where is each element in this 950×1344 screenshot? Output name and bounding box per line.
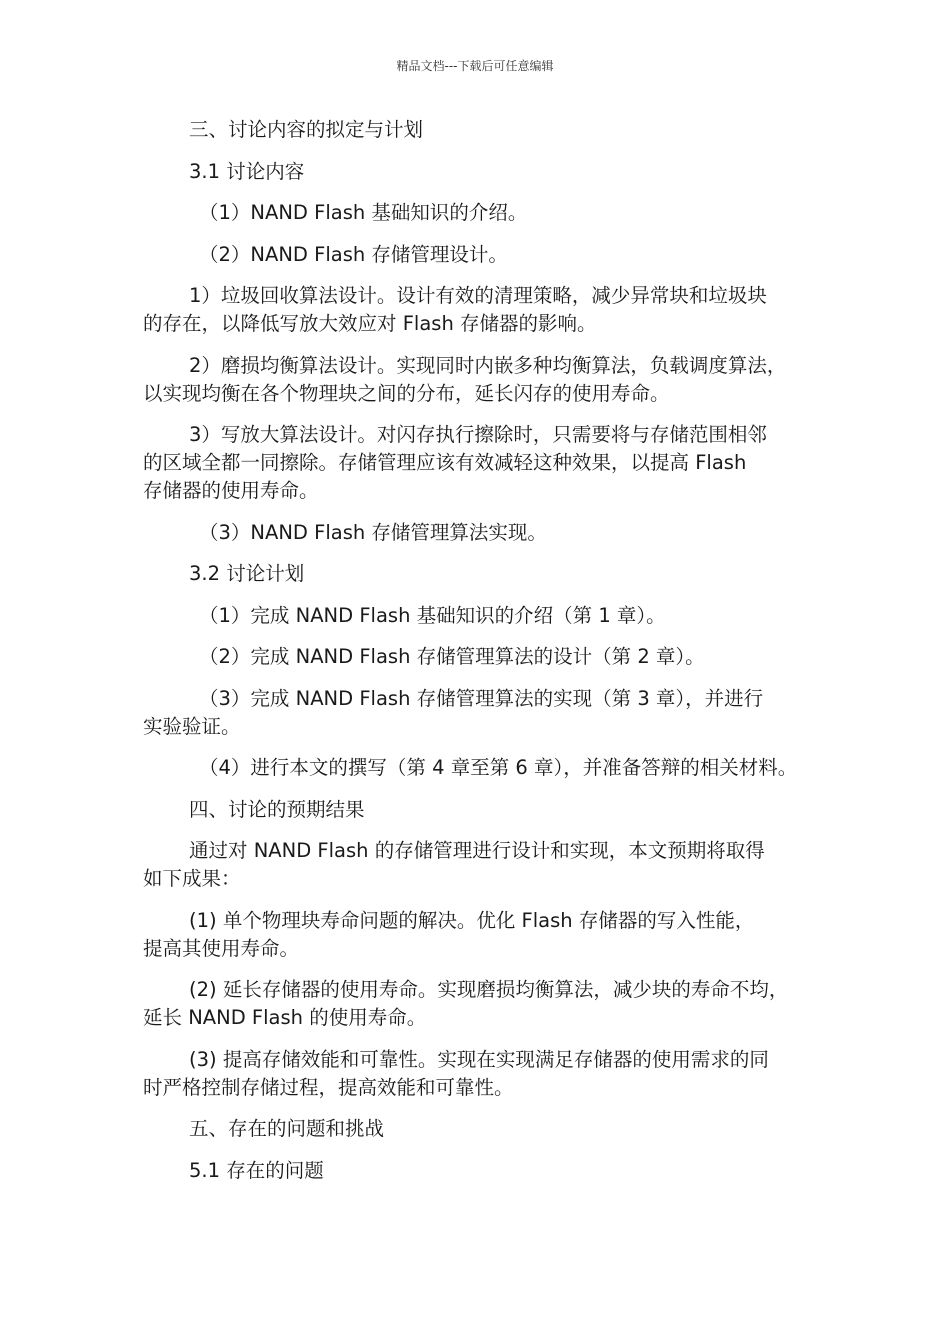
paragraph-line: 的区域全都一同擦除。存储管理应该有效减轻这种效果，以提高 Flash — [143, 451, 747, 474]
paragraph-line: 存储器的使用寿命。 — [143, 479, 319, 502]
paragraph-garbage-collection — [143, 282, 823, 338]
paragraph-line: (1) 单个物理块寿命问题的解决。优化 Flash 存储器的写入性能， — [189, 908, 755, 932]
result-item-1 — [143, 907, 823, 963]
plan-item-2: （2）完成 NAND Flash 存储管理算法的设计（第 2 章）。 — [199, 645, 705, 668]
plan-item-4: （4）进行本文的撰写（第 4 章至第 6 章），并准备答辩的相关材料。 — [199, 756, 798, 779]
plan-item-3 — [143, 685, 823, 741]
section-3-2-heading: 3.2 讨论计划 — [189, 562, 305, 585]
paragraph-line: 通过对 NAND Flash 的存储管理进行设计和实现，本文预期将取得 — [189, 839, 765, 862]
paragraph-line: 以实现均衡在各个物理块之间的分布，延长闪存的使用寿命。 — [143, 381, 670, 405]
section-5-heading: 五、存在的问题和挑战 — [189, 1117, 385, 1140]
paragraph-expected-intro — [143, 837, 823, 893]
document-body — [143, 116, 823, 1198]
section-3-heading: 三、讨论内容的拟定与计划 — [189, 118, 424, 141]
paragraph-wear-leveling — [143, 352, 823, 408]
content-item-2: （2）NAND Flash 存储管理设计。 — [199, 242, 508, 266]
page-header: 精品文档---下载后可任意编辑 — [396, 59, 554, 73]
paragraph-line: 1）垃圾回收算法设计。设计有效的清理策略，减少异常块和垃圾块 — [189, 284, 767, 307]
paragraph-line: 时严格控制存储过程，提高效能和可靠性。 — [143, 1075, 514, 1099]
result-item-3 — [143, 1046, 823, 1102]
paragraph-line: 的存在，以降低写放大效应对 Flash 存储器的影响。 — [143, 312, 597, 335]
content-item-1: （1）NAND Flash 基础知识的介绍。 — [199, 201, 528, 224]
paragraph-write-amplification — [143, 421, 823, 505]
paragraph-line: 实验验证。 — [143, 714, 241, 738]
result-item-2 — [143, 976, 823, 1032]
section-5-1-heading: 5.1 存在的问题 — [189, 1158, 324, 1182]
section-4-heading: 四、讨论的预期结果 — [189, 797, 365, 821]
plan-item-1: （1）完成 NAND Flash 基础知识的介绍（第 1 章）。 — [199, 603, 666, 627]
paragraph-line: 提高其使用寿命。 — [143, 936, 300, 960]
paragraph-line: (2) 延长存储器的使用寿命。实现磨损均衡算法，减少块的寿命不均， — [189, 978, 789, 1001]
content-item-3: （3）NAND Flash 存储管理算法实现。 — [199, 520, 547, 544]
paragraph-line: 3）写放大算法设计。对闪存执行擦除时，只需要将与存储范围相邻 — [189, 423, 767, 446]
paragraph-line: 如下成果： — [143, 867, 241, 890]
paragraph-line: (3) 提高存储效能和可靠性。实现在实现满足存储器的使用需求的同 — [189, 1047, 769, 1071]
section-3-1-heading: 3.1 讨论内容 — [189, 159, 305, 183]
paragraph-line: （3）完成 NAND Flash 存储管理算法的实现（第 3 章），并进行 — [199, 686, 764, 710]
paragraph-line: 2）磨损均衡算法设计。实现同时内嵌多种均衡算法，负载调度算法， — [189, 353, 787, 377]
paragraph-line: 延长 NAND Flash 的使用寿命。 — [143, 1006, 427, 1029]
